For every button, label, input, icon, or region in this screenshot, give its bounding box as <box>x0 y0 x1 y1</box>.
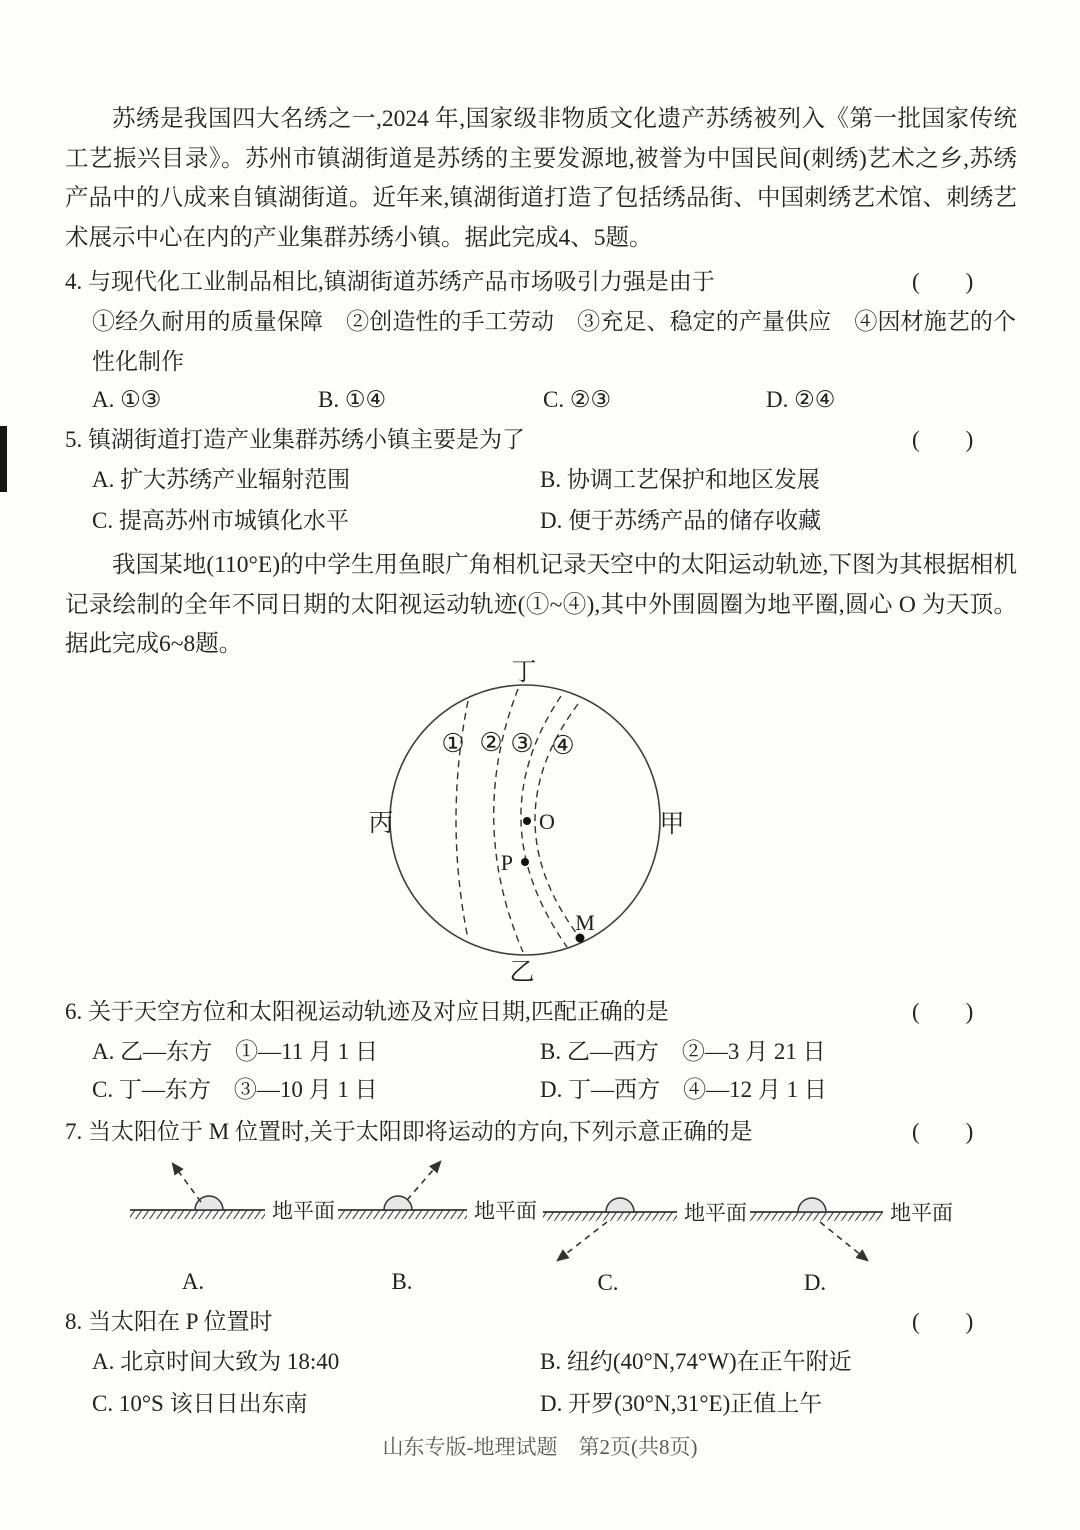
track-label-1: ① <box>441 729 465 758</box>
ground-hatch <box>130 1210 265 1219</box>
q4-option-c: C. ②③ <box>543 387 612 412</box>
question-6-stem: 6. 关于天空方位和太阳视运动轨迹及对应日期,匹配正确的是 <box>65 999 669 1024</box>
ground-hatch <box>750 1212 883 1221</box>
sun-motion-arrow <box>173 1164 201 1202</box>
horizon-label: 地平面 <box>890 1201 953 1225</box>
q7-option-b-label: B. <box>391 1269 413 1294</box>
q6-option-a: A. 乙—东方 ①—11 月 1 日 <box>92 1039 379 1064</box>
q7-option-c-label: C. <box>597 1270 619 1295</box>
q8-option-c: C. 10°S 该日日出东南 <box>92 1391 308 1416</box>
q4-option-d: D. ②④ <box>766 387 836 412</box>
answer-bracket-q4: ( ) <box>912 269 974 294</box>
track-label-3: ③ <box>510 729 534 758</box>
scan-edge-artifact <box>0 426 7 492</box>
q5-option-c: C. 提高苏州市城镇化水平 <box>92 508 349 533</box>
direction-label-left: 丙 <box>368 810 394 837</box>
point-p-label: P <box>500 850 513 875</box>
q6-option-c: C. 丁—东方 ③—10 月 1 日 <box>92 1077 378 1102</box>
passage-suxiu: 苏绣是我国四大名绣之一,2024 年,国家级非物质文化遗产苏绣被列入《第一批国家传统工艺振兴目录》。苏州市镇湖街道是苏绣的主要发源地,被誉为中国民间(刺绣)艺术之乡,苏绣产品中的八成来自镇湖街道。近年来,镇湖街道打造了包括绣品街、中国刺绣艺术馆、刺绣艺术展示中心在内的产业集群苏绣小镇。据此完成4、5题。 <box>65 106 1017 251</box>
q6-option-d: D. 丁—西方 ④—12 月 1 日 <box>540 1077 827 1102</box>
sun-icon <box>798 1198 826 1212</box>
q5-option-d: D. 便于苏绣产品的储存收藏 <box>540 508 822 533</box>
point-o-dot <box>523 817 531 825</box>
q5-option-b: B. 协调工艺保护和地区发展 <box>540 467 820 492</box>
passage-sun-trajectory: 我国某地(110°E)的中学生用鱼眼广角相机记录天空中的太阳运动轨迹,下图为其根据相机记录绘制的全年不同日期的太阳视运动轨迹(①~④),其中外围圆圈为地平圈,圆心 O 为天顶。据此完成6~8题。 <box>65 552 1017 657</box>
q5-option-a: A. 扩大苏绣产业辐射范围 <box>92 467 351 492</box>
answer-bracket-q6: ( ) <box>912 999 974 1024</box>
answer-bracket-q7: ( ) <box>912 1119 974 1144</box>
question-5-stem: 5. 镇湖街道打造产业集群苏绣小镇主要是为了 <box>65 427 525 452</box>
track-label-2: ② <box>479 728 503 757</box>
q7-option-d-label: D. <box>803 1270 827 1295</box>
question-4-stem: 4. 与现代化工业制品相比,镇湖街道苏绣产品市场吸引力强是由于 <box>65 269 715 294</box>
q4-option-a: A. ①③ <box>92 387 162 412</box>
horizon-label: 地平面 <box>684 1201 747 1225</box>
q8-option-b: B. 纽约(40°N,74°W)在正午附近 <box>540 1349 852 1374</box>
q7-horizon-diagrams <box>100 1150 1020 1298</box>
ground-hatch <box>338 1210 467 1219</box>
horizon-diagram-c <box>543 1198 747 1295</box>
sun-icon <box>195 1196 223 1210</box>
q6-option-b: B. 乙—西方 ②—3 月 21 日 <box>540 1039 826 1064</box>
point-p-dot <box>521 858 529 866</box>
point-m-label: M <box>575 910 595 935</box>
q7-option-a-label: A. <box>181 1269 205 1294</box>
sun-icon <box>606 1198 634 1212</box>
question-7-stem: 7. 当太阳位于 M 位置时,关于太阳即将运动的方向,下列示意正确的是 <box>65 1119 753 1144</box>
sun-path-diagram <box>358 660 702 990</box>
horizon-diagram-b <box>338 1162 537 1294</box>
horizon-label: 地平面 <box>474 1199 537 1223</box>
q8-option-a: A. 北京时间大致为 18:40 <box>92 1349 340 1374</box>
point-o-label: O <box>539 809 555 834</box>
sun-motion-arrow <box>820 1222 867 1260</box>
direction-label-right: 甲 <box>659 811 685 838</box>
q8-option-d: D. 开罗(30°N,31°E)正值上午 <box>540 1391 823 1416</box>
sun-motion-arrow <box>558 1222 607 1260</box>
direction-label-top: 丁 <box>511 660 537 686</box>
sun-motion-arrow <box>407 1162 440 1200</box>
q4-option-b: B. ①④ <box>318 387 387 412</box>
direction-label-bottom: 乙 <box>509 959 535 986</box>
ground-hatch <box>543 1212 677 1221</box>
answer-bracket-q5: ( ) <box>912 427 974 452</box>
horizon-diagram-a <box>130 1164 335 1294</box>
question-4-items: ①经久耐用的质量保障 ②创造性的手工劳动 ③充足、稳定的产量供应 ④因材施艺的个性化制作 <box>92 309 1016 374</box>
page-footer: 山东专版-地理试题 第2页(共8页) <box>382 1435 698 1459</box>
horizon-label: 地平面 <box>272 1199 335 1223</box>
question-8-stem: 8. 当太阳在 P 位置时 <box>65 1309 273 1334</box>
track-label-4: ④ <box>551 731 575 760</box>
horizon-diagram-d <box>750 1198 953 1295</box>
answer-bracket-q8: ( ) <box>912 1309 974 1334</box>
